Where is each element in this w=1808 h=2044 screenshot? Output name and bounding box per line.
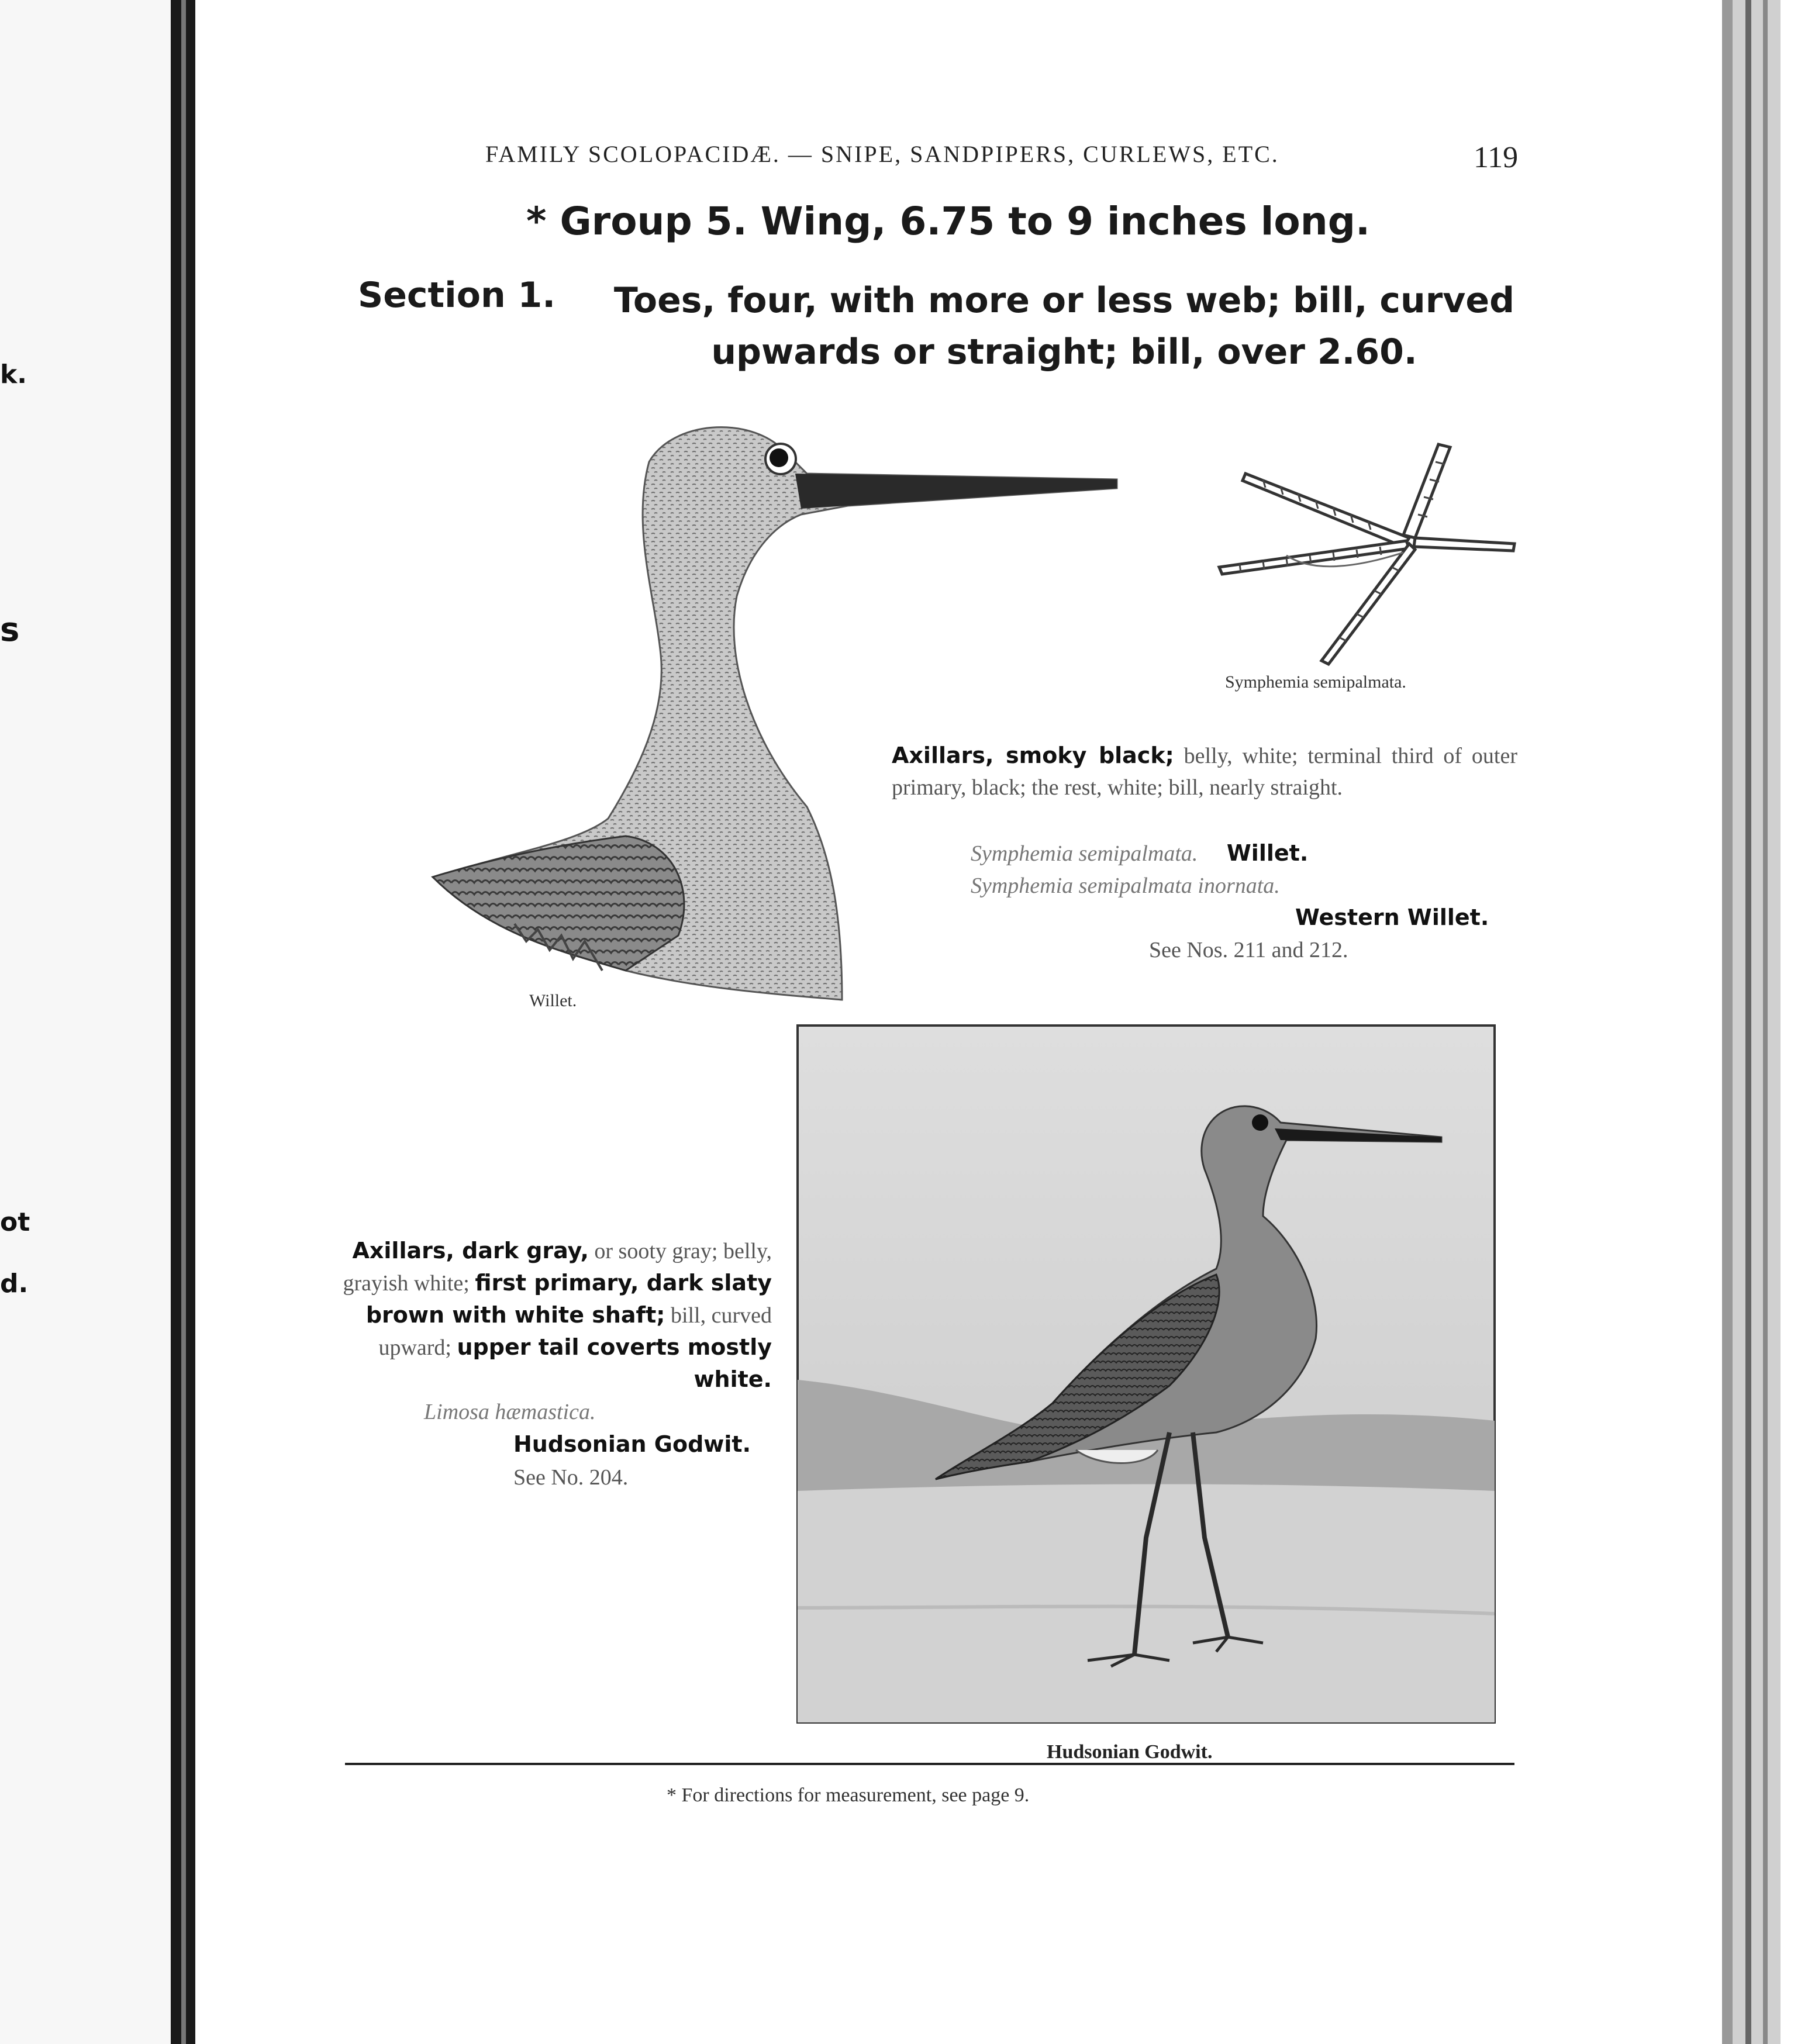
section-label: Section 1.: [358, 275, 556, 316]
willet-desc-text: belly, white; terminal third of outer primary, black; the rest, white; bill, nearly straight.: [892, 744, 1517, 800]
godwit-desc-bold-2: first primary, dark slaty brown with white shaft;: [365, 1270, 772, 1328]
godwit-see-ref: See No. 204.: [513, 1465, 629, 1490]
willet-head-illustration: [421, 409, 1123, 1006]
foot-caption: Symphemia semipalmata.: [1225, 672, 1406, 692]
western-willet-sci-name: Symphemia semipalmata inornata.: [971, 873, 1280, 898]
godwit-plate-caption: Hudsonian Godwit.: [1047, 1741, 1213, 1763]
willet-name-line: [971, 837, 1308, 869]
willet-desc-bold: Axillars, smoky black;: [892, 743, 1174, 768]
left-page-fragment: k.: [0, 360, 27, 389]
godwit-plate: [795, 1023, 1497, 1725]
western-willet-common-name: Western Willet.: [1295, 904, 1489, 930]
willet-common-name: Willet.: [1226, 840, 1309, 866]
left-page-fragment: d.: [0, 1269, 29, 1299]
willet-foot-illustration: [1205, 439, 1532, 672]
willet-see-ref: See Nos. 211 and 212.: [1149, 938, 1348, 962]
willet-sci-name: Symphemia semipalmata.: [971, 841, 1198, 866]
page-number: 119: [1474, 141, 1519, 174]
section-text: Toes, four, with more or less web; bill, curved upwards or straight; bill, over 2.60.: [613, 280, 1515, 372]
godwit-common-name: Hudsonian Godwit.: [513, 1431, 751, 1457]
godwit-sci-name: Limosa hæmastica.: [424, 1400, 596, 1424]
godwit-desc-bold-3: upper tail coverts mostly white.: [457, 1334, 772, 1392]
footnote-rule: [345, 1763, 1514, 1765]
left-page-fragment: ot: [0, 1207, 30, 1237]
page-edge-right: [1722, 0, 1808, 2044]
godwit-desc-text-2: bill, curved upward;: [378, 1303, 772, 1360]
godwit-desc-bold-1: Axillars, dark gray,: [352, 1238, 589, 1263]
running-head: FAMILY SCOLOPACIDÆ. — SNIPE, SANDPIPERS, CURLEWS, ETC.: [485, 141, 1279, 167]
footnote: * For directions for measurement, see page 9.: [667, 1784, 1030, 1806]
godwit-desc-text-1: or sooty gray; belly, grayish white;: [343, 1239, 772, 1296]
godwit-description: [342, 1235, 772, 1396]
group-heading: * Group 5. Wing, 6.75 to 9 inches long.: [526, 199, 1371, 244]
willet-description: [892, 740, 1517, 803]
book-spine-edge: [181, 0, 186, 2044]
left-page-fragment: s: [0, 611, 20, 649]
left-page-margin: [0, 0, 175, 2044]
willet-head-caption: Willet.: [529, 991, 577, 1010]
